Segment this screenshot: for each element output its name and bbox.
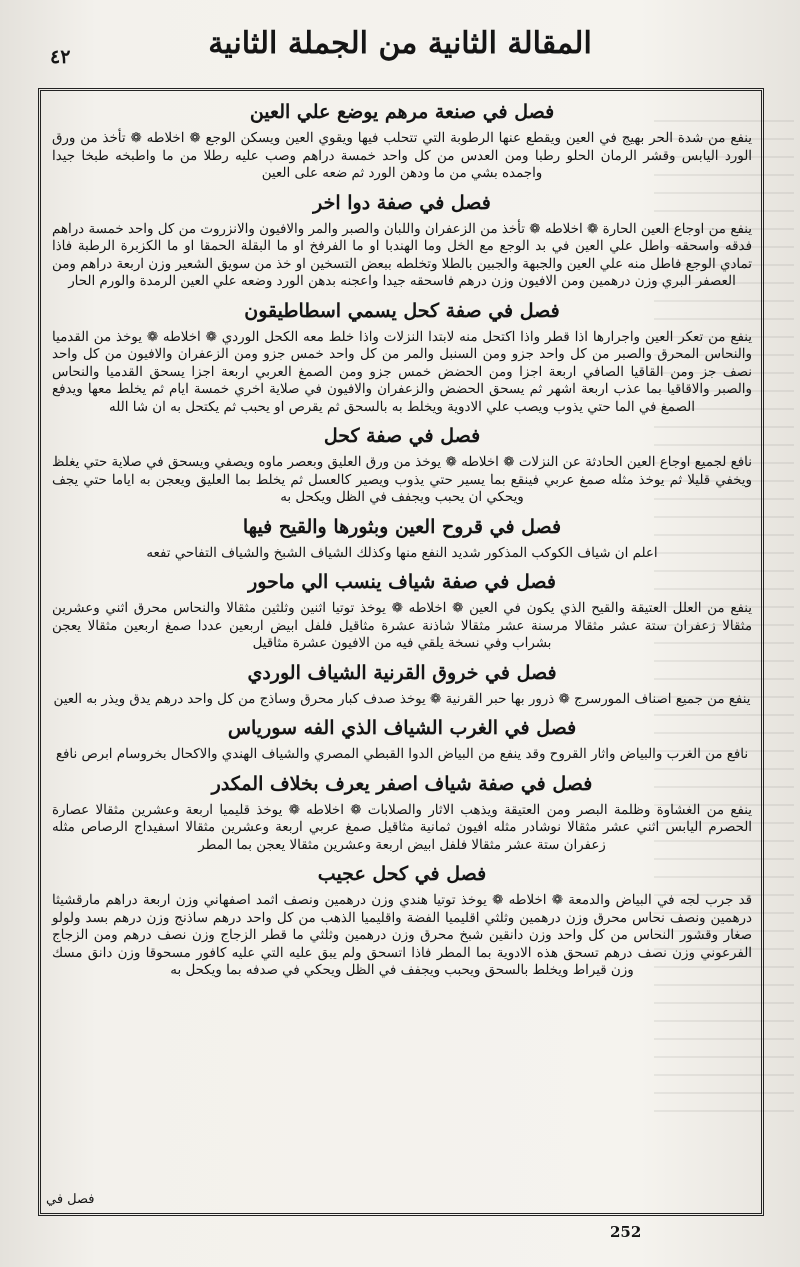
section-text: نافع من الغرب والبياض واثار القروح وقد ينفع من البياض الدوا القبطي المصري والشياف الهندي والاكحال بخروسام ابرص نافع	[55, 747, 749, 762]
section-kohl	[52, 424, 752, 507]
section-title: فصل في صفة دوا اخر	[313, 191, 491, 214]
section-title: فصل في خروق القرنية الشياف الوردي	[247, 661, 557, 684]
page-number: ٤٢	[50, 46, 71, 68]
running-title: المقالة الثانية من الجملة الثانية	[208, 26, 592, 61]
section-shiyaf-mahur	[52, 570, 752, 653]
section-text: ينفع من تعكر العين واجرارها اذا قطر واذا اكتحل منه لابتدا النزلات واذا خلط معه الكحل الوردي ❁ اخلاطه ❁ يوخذ من القدميا والنحاس المحرق والصبر من كل واحد جزو ومن السنبل والمر من كل واحد خمس جزو ومن الزعفران والافيون من كل واحد نصف جز ومن القاقيا الصافي اربعة اجزا ومن الحضض خمس جزو ومن الصمغ العربي اربعة اجزا يسحق القدميا والنحاس والصبر والاقاقيا بما عذب اربعة اشهر ثم يسحق الحضض والزعفران والافيون في صلاية اخري خمسة ايام ثم يخلط معها ويدفع الصمغ في الما حتي يذوب ويصب علي الادوية ويخلط به بالسحق ثم يقرص او يحبب ثم يكتحل به ان شا الله	[52, 329, 752, 415]
section-title: فصل في صفة كحل يسمي اسطاطيقون	[244, 299, 560, 322]
section-text: نافع لجميع اوجاع العين الحادثة عن النزلات ❁ اخلاطه ❁ يوخذ من ورق العليق وبعصر ماوه ويصفي ويسحق في صلاية حتي يغلظ ويخفي قليلا ثم يوخذ مثله صمغ عربي فينقع بما يسير حتي يذوب ويصير كالعسل ثم يخلط بما العليق ويعجن به اياما حتي يجف ويحكي ان يحبب ويجفف في الظل ويكحل به	[52, 455, 752, 505]
section-text: ينفع من الغشاوة وظلمة البصر ومن العتيقة ويذهب الاثار والصلابات ❁ اخلاطه ❁ يوخذ قليميا اربعة وعشرين مثقالا عصارة الحصرم اليابس اثني عشر مثقالا نوشادر مثله افيون ثمانية مثاقيل صمغ عربي اربعة وعشرين مثقالا اسفيداج الرصاص مثله زعفران ستة عشر مثقالا فلفل ابيض اربعة وعشرين مثقالا يعجن بما المطر	[52, 802, 752, 853]
section-eye-ulcers	[52, 515, 752, 563]
section-text: ينفع من اوجاع العين الحارة ❁ اخلاطه ❁ تأخذ من الزعفران واللبان والصبر والمر والافيون والانزروت من كل واحد خمسة دراهم فدقه واسحقه واطل علي العين في بد الوجع مع الخل وما الهندبا او ما الفرفخ او ما البقلة الحمقا او ما الكزبرة الرطبة فاذا تمادي الوجع فاطل منه علي العين والجبهة والجبين بالطلا وتخلطه ببعض التسخين او خذ من سويق الشعير وزن اربعة دراهم ومن العصفر البري وزن درهمين ومن الافيون وزن درهم فاسحقه جيدا واعجنه بدهن الورد وضعه علي العين الرمدة والورم الحار	[52, 221, 752, 289]
section-title: فصل في صفة كحل	[323, 425, 481, 447]
section-other-remedy	[52, 191, 752, 291]
section-title: فصل في كحل عجيب	[317, 863, 487, 885]
section-fistula-shiyaf	[52, 716, 752, 764]
section-title: فصل في صفة شياف ينسب الي ماحور	[248, 571, 556, 593]
section-wonderful-kohl	[52, 862, 752, 980]
section-text: ينفع من العلل العتيقة والقيح الذي يكون في العين ❁ اخلاطه ❁ يوخذ توتيا اثنين وثلثين مثقالا والنحاس محرق اثني وعشرين مثقالا زعفران ستة عشر مثقالا مرسنة عشر مثقالا شاذنة عشرة مثاقيل فلفل ابيض اربعين عددا صمغ اربعين مثقالا يعجن بشراب وفي نسخة يلقي فيه من الافيون عشرة مثاقيل	[52, 601, 752, 651]
section-cornea-perforation	[52, 661, 752, 709]
section-text: اعلم ان شياف الكوكب المذكور شديد النفع منها وكذلك الشياف الشبخ والشياف التفاحي تفعه	[146, 545, 658, 561]
signature-number: 252	[610, 1223, 642, 1241]
section-title: فصل في الغرب الشياف الذي الفه سورياس	[227, 717, 577, 739]
section-title: فصل في قروح العين وبثورها والقيح فيها	[242, 515, 562, 538]
section-text: ينفع من شدة الحر بهيج في العين ويقطع عنها الرطوبة التي تتحلب فيها ويقوي العين ويسكن الوجع ❁ اخلاطه ❁ تأخذ من ورق الورد اليابس وقشر الرمان الحلو رطبا ومن العدس من كل واحد خمسة دراهم وصب عليه رطلا من ما واطبخه طبخا جيدا واجمده بشي من ما ودهن الورد ثم ضعه على العين	[52, 131, 752, 181]
section-title: فصل في صنعة مرهم يوضع علي العين	[249, 101, 555, 123]
text-body	[52, 92, 752, 980]
section-text: قد جرب لجه في البياض والدمعة ❁ اخلاطه ❁ يوخذ توتيا هندي وزن درهمين ونصف اثمد اصفهاني وزن اربعة دراهم مارقشيثا درهمين ونصف نحاس محرق وزن درهمين وثلثي اقليميا الفضة واقليميا الذهب من كل واحد درهم ساذنج وزن درهم بسد ولولو صغار وقشور النحاس من كل واحد وزن دانقين شبخ محرق وزن درهمين وثلثي ما قطر الزجاج وزن نصف درهم ومن الزجاج الفرعوني وزن نصف درهم تسحق هذه الادوية بما المطر فاذا اتسحق ولم يبق عليه التي عليه كافور مسحوقا وزن دانق مسك وزن قيراط ويخلط بالسحق ويحبب ويجفف في الظل ويحكي في صدفه بما ويكحل به	[52, 893, 752, 978]
section-yellow-shiyaf	[52, 772, 752, 855]
section-title: فصل في صفة شياف اصفر يعرف بخلاف المكدر	[211, 772, 593, 795]
running-header	[40, 20, 760, 76]
section-text: ينفع من جميع اصناف المورسرج ❁ ذرور بها حبر القرنية ❁ يوخذ صدف كبار محرق وساذج من كل واحد درهم يدق ويذر به العين	[53, 691, 751, 707]
section-kohl-astatiqun	[52, 299, 752, 417]
catchword: فصل في	[46, 1192, 95, 1207]
section-ointment-eye	[52, 100, 752, 183]
